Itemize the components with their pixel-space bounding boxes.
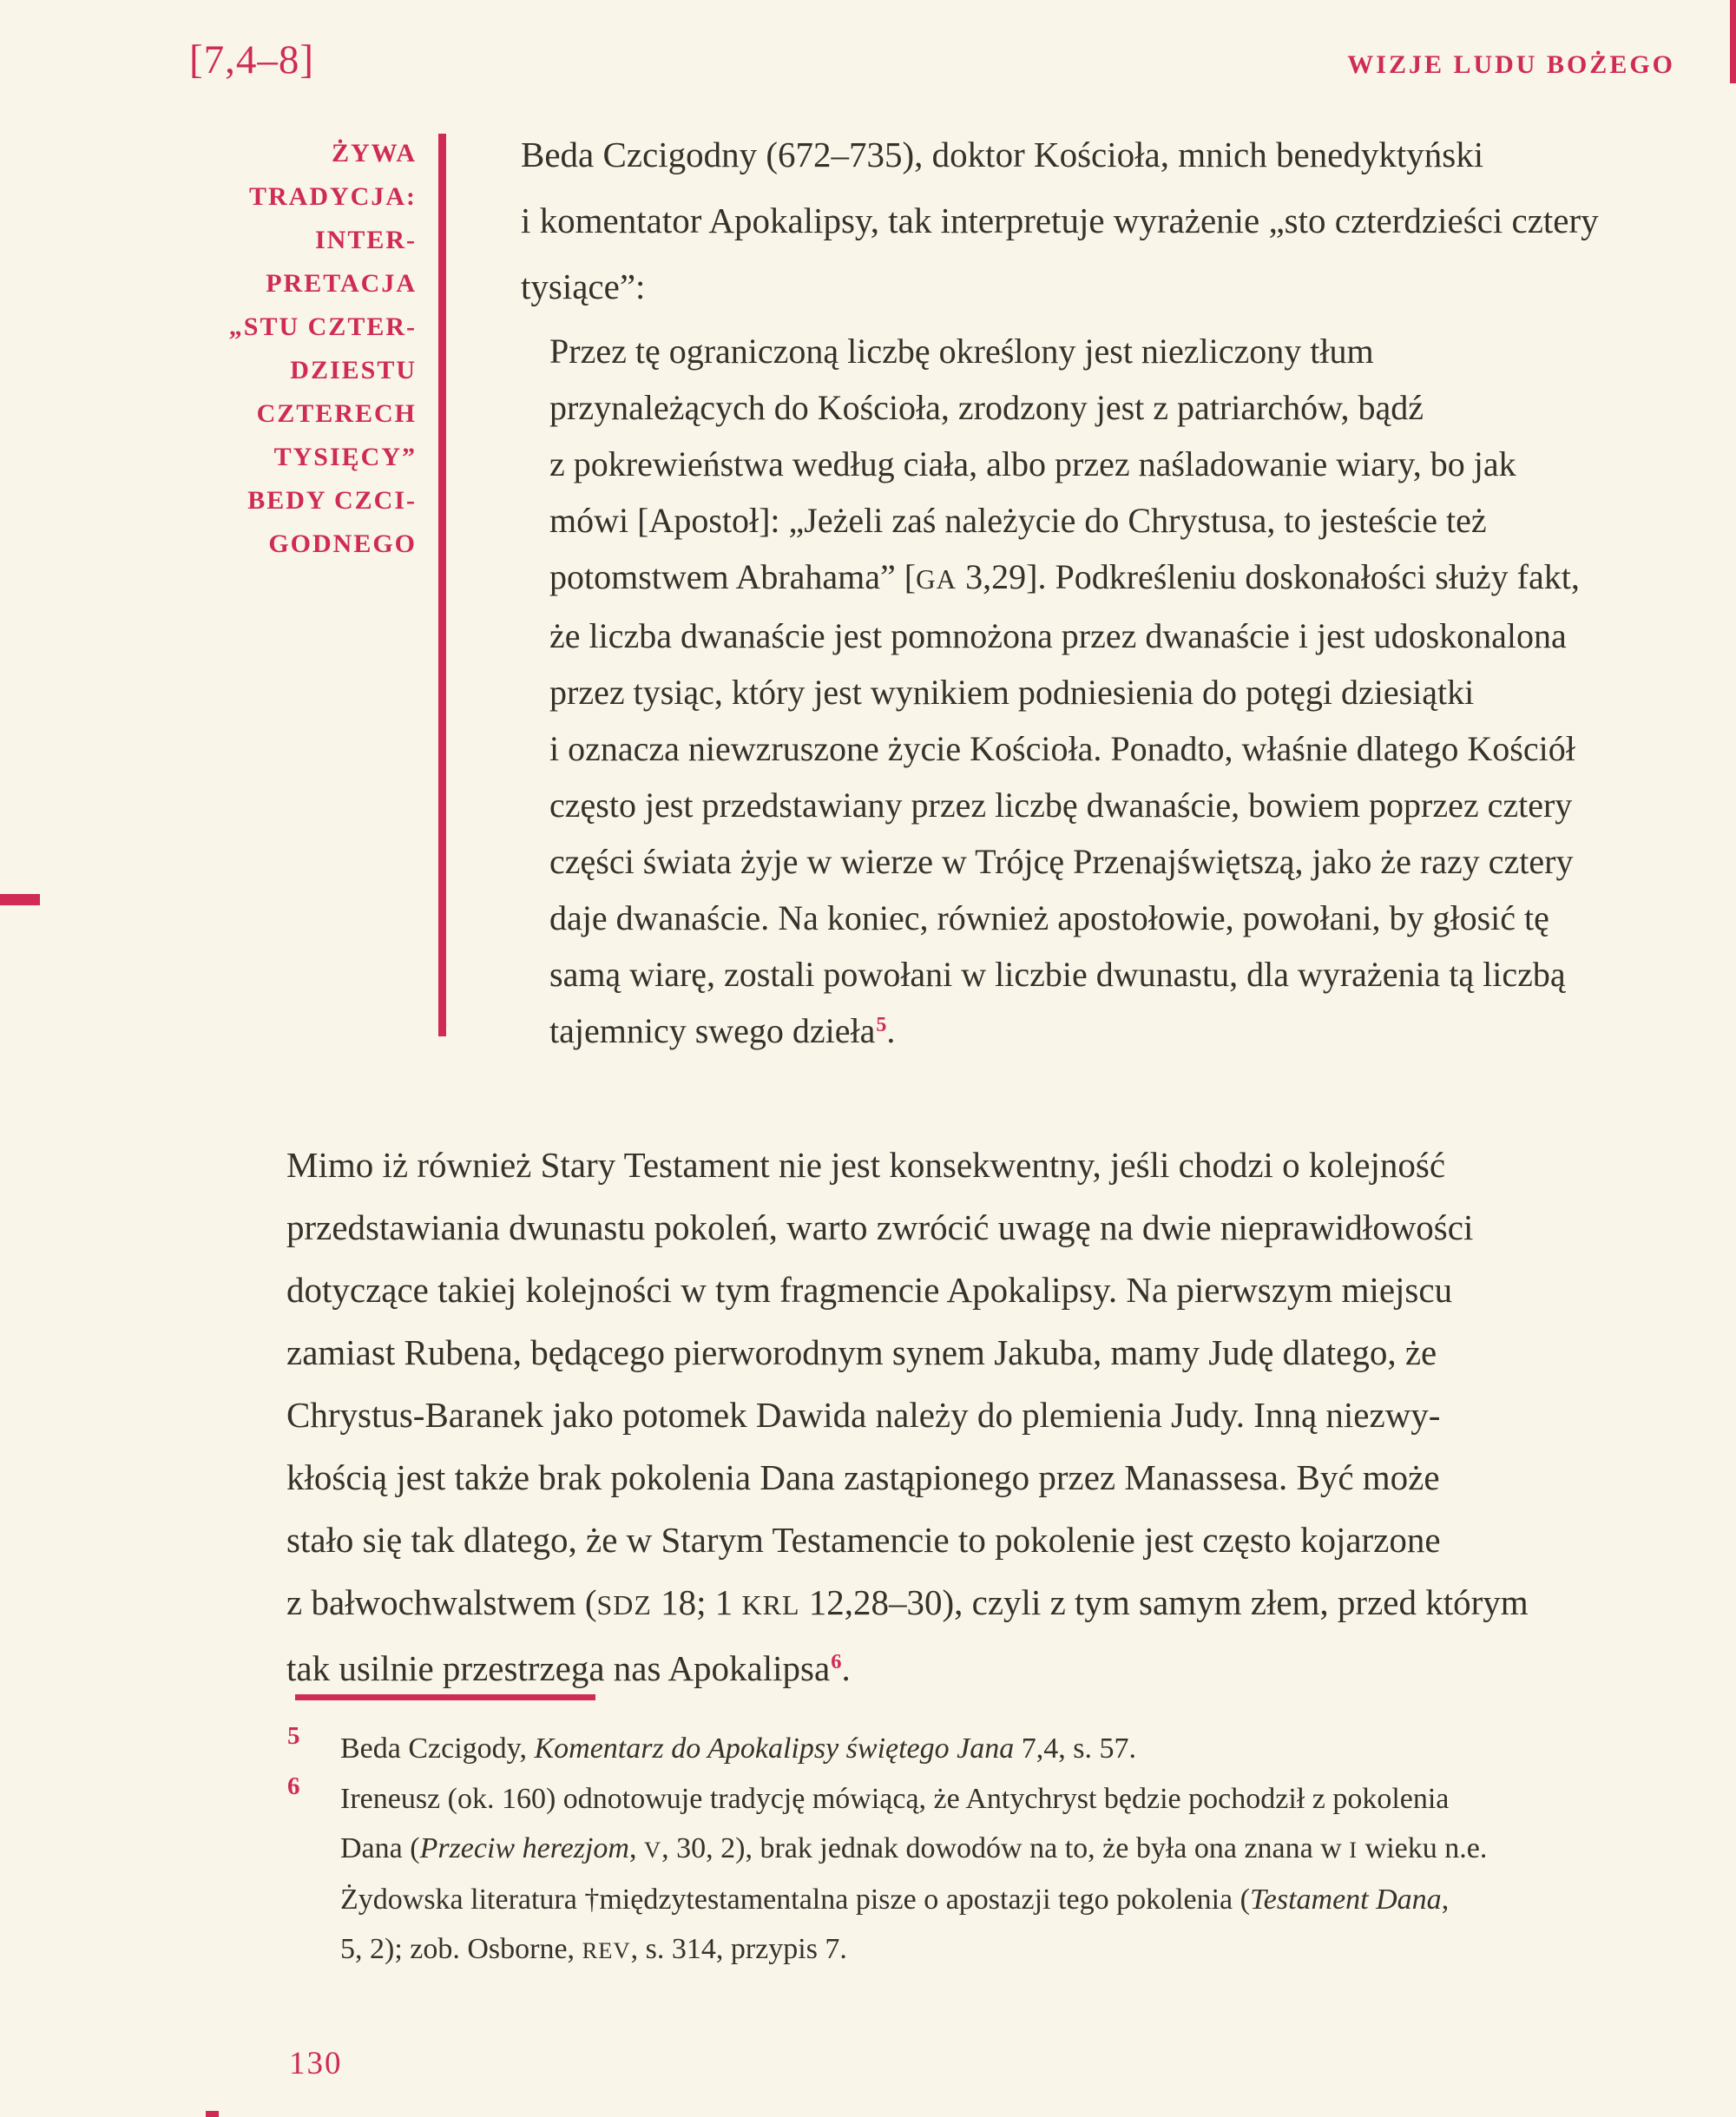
text-segment: dotyczące takiej kolejności w tym fragmencie Apokalipsy. Na pierwszym miejscu bbox=[286, 1270, 1453, 1310]
block-quote bbox=[549, 323, 1580, 1065]
text-line bbox=[549, 549, 1580, 608]
text-segment: 5, 2); zob. Osborne, bbox=[340, 1933, 582, 1965]
bottom-edge-print-mark bbox=[206, 2111, 219, 2117]
text-segment: 3,29]. Podkreśleniu doskonałości służy fakt, bbox=[957, 557, 1580, 596]
text-segment: Komentarz do Apokalipsy świętego Jana bbox=[534, 1732, 1015, 1765]
text-line bbox=[286, 1446, 1529, 1509]
text-line: ŻYWA bbox=[331, 139, 417, 168]
text-segment: potomstwem Abrahama” [ bbox=[549, 557, 917, 596]
text-segment: 12,28–30), czyli z tym samym złem, przed którym bbox=[799, 1582, 1529, 1622]
text-segment: V bbox=[643, 1837, 662, 1863]
text-line: DZIESTU bbox=[290, 356, 417, 385]
text-line bbox=[549, 720, 1580, 777]
page-number: 130 bbox=[289, 2046, 343, 2081]
text-line bbox=[286, 1571, 1529, 1637]
text-segment: I bbox=[1349, 1837, 1358, 1863]
text-segment: SDZ bbox=[596, 1590, 652, 1621]
text-line bbox=[549, 608, 1580, 664]
text-line bbox=[549, 777, 1580, 833]
text-line: TRADYCJA: bbox=[249, 182, 417, 211]
text-segment: części świata żyje w wierze w Trójcę Przenajświętszą, jako że razy cztery bbox=[549, 842, 1574, 881]
text-segment: Testament Dana bbox=[1249, 1884, 1442, 1916]
text-line: i komentator Apokalipsy, tak interpretuje wyrażenie „sto czterdzieści cztery bbox=[521, 201, 1599, 240]
text-segment: Dana ( bbox=[340, 1832, 420, 1864]
text-line: „STU CZTER- bbox=[228, 312, 417, 341]
text-segment: przedstawiania dwunastu pokoleń, warto zwrócić uwagę na dwie nieprawidłowości bbox=[286, 1207, 1474, 1247]
text-segment: Przeciw herezjom bbox=[419, 1832, 629, 1864]
text-segment: kłością jest także brak pokolenia Dana zastąpionego przez Manassesa. Być może bbox=[286, 1457, 1440, 1497]
text-line bbox=[340, 1724, 1136, 1773]
text-segment: tajemnicy swego dzieła bbox=[549, 1011, 876, 1050]
text-line: tysiące”: bbox=[521, 266, 646, 306]
text-line bbox=[286, 1259, 1529, 1321]
text-line: BEDY CZCI- bbox=[247, 486, 417, 515]
text-segment: . bbox=[886, 1011, 896, 1050]
text-line bbox=[286, 1509, 1529, 1571]
text-line bbox=[549, 1003, 1580, 1065]
text-segment: Żydowska literatura †międzytestamentalna pisze o apostazji tego pokolenia ( bbox=[340, 1884, 1250, 1916]
text-segment: KRL bbox=[741, 1590, 800, 1621]
text-segment: przez tysiąc, który jest wynikiem podniesienia do potęgi dziesiątki bbox=[549, 673, 1475, 712]
text-line bbox=[549, 436, 1580, 492]
footnote-separator-rule bbox=[295, 1694, 595, 1700]
text-line bbox=[340, 1875, 1487, 1924]
text-line: PRETACJA bbox=[266, 269, 417, 298]
footnote-reference: 5 bbox=[876, 1013, 887, 1036]
running-title: WIZJE LUDU BOŻEGO bbox=[1347, 50, 1675, 79]
footnote-reference: 6 bbox=[831, 1650, 842, 1674]
margin-note bbox=[104, 132, 417, 566]
body-paragraph bbox=[286, 1134, 1529, 1706]
text-segment: GA bbox=[916, 564, 957, 595]
intro-paragraph bbox=[521, 122, 1599, 319]
text-segment: i oznacza niewzruszone życie Kościoła. Ponadto, właśnie dlatego Kościół bbox=[549, 729, 1575, 768]
text-line: GODNEGO bbox=[268, 529, 417, 558]
text-segment: Chrystus-Baranek jako potomek Dawida należy do plemienia Judy. Inną niezwy- bbox=[286, 1395, 1441, 1435]
text-segment: daje dwanaście. Na koniec, również apostołowie, powołani, by głosić tę bbox=[549, 898, 1549, 937]
text-line bbox=[549, 664, 1580, 720]
text-segment: że liczba dwanaście jest pomnożona przez dwanaście i jest udoskonalona bbox=[549, 616, 1567, 655]
text-line bbox=[549, 492, 1580, 549]
text-line bbox=[286, 1384, 1529, 1446]
footnote-marker-5: 5 bbox=[287, 1722, 300, 1750]
text-line bbox=[340, 1774, 1487, 1824]
footnote-marker-6: 6 bbox=[287, 1772, 300, 1800]
right-edge-print-mark bbox=[1730, 0, 1736, 83]
text-segment: , 30, 2), brak jednak dowodów na to, że była ona znana w bbox=[661, 1832, 1350, 1864]
text-line bbox=[549, 833, 1580, 890]
text-line: TYSIĘCY” bbox=[273, 443, 417, 471]
left-edge-print-mark bbox=[0, 894, 40, 905]
text-segment: często jest przedstawiany przez liczbę dwanaście, bowiem poprzez cztery bbox=[549, 786, 1573, 825]
text-line bbox=[340, 1824, 1487, 1875]
text-segment: , bbox=[628, 1832, 644, 1864]
text-segment: , bbox=[1441, 1884, 1450, 1916]
text-line bbox=[549, 323, 1580, 379]
text-segment: tak usilnie przestrzega nas Apokalipsa bbox=[286, 1648, 831, 1688]
footnote-5 bbox=[340, 1724, 1136, 1773]
text-segment: z pokrewieństwa według ciała, albo przez naśladowanie wiary, bo jak bbox=[549, 444, 1516, 483]
text-segment: , s. 314, przypis 7. bbox=[630, 1933, 847, 1965]
quote-vertical-rule bbox=[438, 134, 446, 1036]
text-segment: 18; 1 bbox=[651, 1582, 742, 1622]
text-segment: z bałwochwalstwem ( bbox=[286, 1582, 597, 1622]
text-segment: wieku n.e. bbox=[1358, 1832, 1488, 1864]
text-line bbox=[549, 379, 1580, 436]
text-line: CZTERECH bbox=[256, 399, 417, 428]
text-segment: Przez tę ograniczoną liczbę określony jest niezliczony tłum bbox=[549, 332, 1374, 371]
text-segment: Mimo iż również Stary Testament nie jest konsekwentny, jeśli chodzi o kolejność bbox=[286, 1145, 1446, 1185]
text-segment: stało się tak dlatego, że w Starym Testamencie to pokolenie jest często kojarzone bbox=[286, 1520, 1441, 1560]
text-segment: mówi [Apostoł]: „Jeżeli zaś należycie do Chrystusa, to jesteście też bbox=[549, 501, 1487, 540]
text-segment: 7,4, s. 57. bbox=[1014, 1732, 1136, 1765]
text-segment: przynależących do Kościoła, zrodzony jest z patriarchów, bądź bbox=[549, 388, 1424, 427]
text-segment: samą wiarę, zostali powołani w liczbie dwunastu, dla wyrażenia tą liczbą bbox=[549, 955, 1566, 994]
text-line: INTER- bbox=[314, 226, 417, 254]
text-segment: REV bbox=[582, 1937, 631, 1963]
text-segment: Beda Czcigody, bbox=[340, 1732, 535, 1765]
text-line bbox=[286, 1196, 1529, 1259]
text-line bbox=[340, 1924, 1487, 1976]
text-line bbox=[549, 946, 1580, 1003]
footnote-6 bbox=[340, 1774, 1487, 1976]
text-line bbox=[286, 1321, 1529, 1384]
text-line bbox=[549, 890, 1580, 946]
text-segment: Ireneusz (ok. 160) odnotowuje tradycję mówiącą, że Antychryst będzie pochodził z pokolenia bbox=[340, 1783, 1450, 1815]
section-reference: [7,4–8] bbox=[189, 37, 315, 82]
text-line bbox=[286, 1134, 1529, 1196]
text-segment: . bbox=[841, 1648, 851, 1688]
text-line: Beda Czcigodny (672–735), doktor Kościoła, mnich benedyktyński bbox=[521, 135, 1484, 174]
text-segment: zamiast Rubena, będącego pierworodnym synem Jakuba, mamy Judę dlatego, że bbox=[286, 1332, 1437, 1372]
